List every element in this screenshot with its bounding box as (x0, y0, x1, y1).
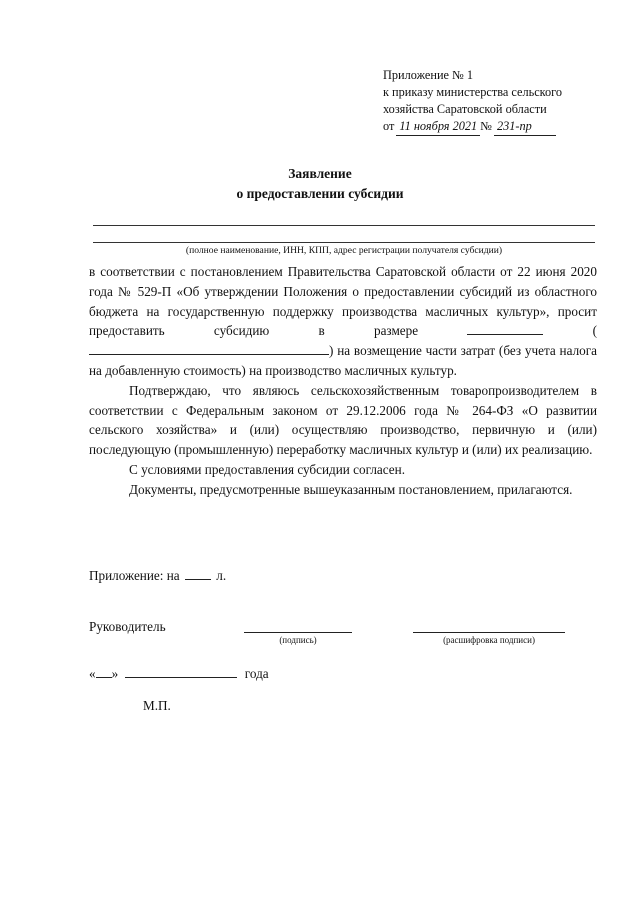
signature-field[interactable] (244, 632, 352, 633)
title-line-2: о предоставлении субсидии (236, 186, 404, 201)
month-year-field[interactable] (125, 665, 237, 678)
signature-decode-caption: (расшифровка подписи) (443, 635, 535, 645)
number-sign: № (480, 119, 492, 133)
title-line-1: Заявление (288, 166, 352, 181)
appendix-date-row (383, 118, 623, 136)
year-suffix: года (244, 666, 269, 681)
signature-caption: (подпись) (279, 635, 317, 645)
appendix-line-3: хозяйства Саратовской области (383, 102, 547, 116)
applicant-caption: (полное наименование, ИНН, КПП, адрес регистрации получателя субсидии) (185, 245, 503, 256)
body-paragraph-1 (89, 262, 597, 381)
applicant-name-line-1[interactable] (93, 225, 595, 226)
close-quote: » (111, 666, 119, 681)
appendix-header (383, 67, 623, 136)
body-paragraph-3: С условиями предоставления субсидии согласен. (129, 461, 406, 477)
signature-decode-field[interactable] (413, 632, 565, 633)
appendix-line-1: Приложение № 1 (383, 68, 474, 82)
attachment-pages-field[interactable] (185, 567, 211, 580)
attachment-unit: л. (216, 568, 227, 583)
applicant-name-line-2[interactable] (93, 242, 595, 243)
subsidy-amount-field[interactable] (467, 322, 543, 335)
attachment-label: Приложение: на (89, 568, 180, 583)
order-date-value: 11 ноября 2021 (396, 118, 480, 136)
head-label: Руководитель (89, 619, 166, 634)
attachment-row (89, 567, 226, 584)
signature-block (244, 632, 352, 645)
subsidy-amount-words-field[interactable] (89, 342, 329, 355)
appendix-line-2: к приказу министерства сельского (383, 85, 563, 99)
signature-decode-block (413, 632, 565, 645)
open-quote: « (89, 666, 96, 681)
date-row (89, 665, 269, 682)
body-paragraph-2: Подтверждаю, что являюсь сельскохозяйственным товаропроизводителем в соответствии с Федеральным законом от 29.12.2006 года № 264-ФЗ «О развитии сельского хозяйства» и (или) осуществляю производство, первичную и (или) последующую (промышленную) переработку масличных культур и (или) их реализацию. (89, 382, 597, 458)
document-title (0, 164, 640, 204)
paren-open: ( (592, 323, 597, 339)
paren-close: ) (329, 343, 334, 359)
body-p1-text-2: на возмещение части затрат (без учета налога на добавленную стоимость) на производство масличных культур. (89, 343, 598, 378)
stamp-place-label: М.П. (143, 698, 171, 713)
day-field[interactable] (96, 665, 112, 678)
body-paragraph-4: Документы, предусмотренные вышеуказанным постановлением, прилагаются. (129, 481, 573, 497)
date-prefix: от (383, 119, 395, 133)
body-p1-text: в соответствии с постановлением Правительства Саратовской области от 22 июня 2020 года № 529-П «Об утверждении Положения о предоставлении субсидий из областного бюджета на государственную поддержку производства масличных культур», просит предоставить субсидию в размере (89, 264, 597, 339)
application-body (89, 262, 597, 500)
order-number-value: 231-пр (494, 118, 556, 136)
